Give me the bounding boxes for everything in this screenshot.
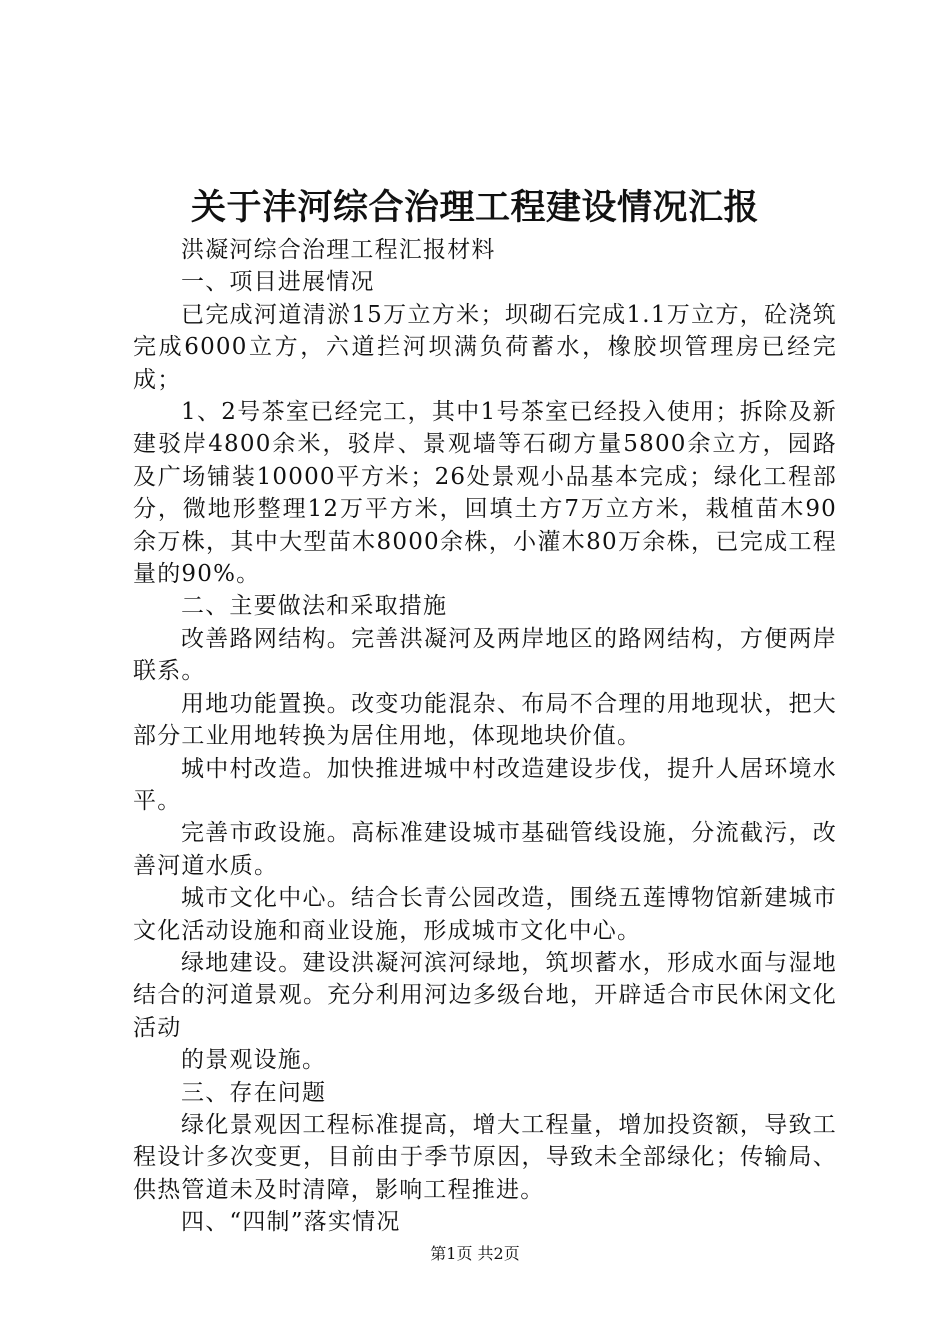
body-paragraph: 城中村改造。加快推进城中村改造建设步伐，提升人居环境水平。 [133,755,837,814]
section-heading: 一、项目进展情况 [181,269,375,296]
page-number-footer: 第1页 共2页 [430,1244,520,1263]
body-paragraph: 用地功能置换。改变功能混杂、布局不合理的用地现状，把大部分工业用地转换为居住用地，体现地块价值。 [133,690,837,750]
body-paragraph: 洪凝河综合治理工程汇报材料 [181,237,496,263]
body-paragraph: 绿化景观因工程标准提高，增大工程量，增加投资额，导致工程设计多次变更，目前由于季节原因，导致未全部绿化；传输局、供热管道未及时清障，影响工程推进。 [133,1111,837,1203]
body-paragraph: 完善市政设施。高标准建设城市基础管线设施，分流截污，改善河道水质。 [133,820,837,879]
section-heading: 四、“四制”落实情况 [181,1209,401,1236]
body-paragraph: 1、2号茶室已经完工，其中1号茶室已经投入使用；拆除及新建驳岸4800余米，驳岸、景观墙等石砌方量5800余立方，园路及广场铺装10000平方米；26处景观小品基本完成；绿化工程部分，微地形整理12万平方米，回填土方7万立方米，栽植苗木90余万株，其中大型苗木8000余株，小灌木80万余株，已完成工程量的90%。 [133,399,837,588]
body-paragraph: 城市文化中心。结合长青公园改造，围绕五莲博物馆新建城市文化活动设施和商业设施，形成城市文化中心。 [133,885,837,944]
body-paragraph: 绿地建设。建设洪凝河滨河绿地，筑坝蓄水，形成水面与湿地结合的河道景观。充分利用河边多级台地，开辟适合市民休闲文化活动 [133,949,837,1041]
document-body [133,234,837,1239]
document-title: 关于沣河综合治理工程建设情况汇报 [190,187,759,228]
body-paragraph: 已完成河道清淤15万立方米；坝砌石完成1.1万立方，砼浇筑完成6000立方，六道拦河坝满负荷蓄水，橡胶坝管理房已经完成； [133,301,837,393]
body-paragraph: 改善路网结构。完善洪凝河及两岸地区的路网结构，方便两岸联系。 [133,625,837,685]
section-heading: 三、存在问题 [181,1079,327,1106]
section-heading: 二、主要做法和采取措施 [181,593,448,620]
body-paragraph: 的景观设施。 [181,1047,327,1074]
